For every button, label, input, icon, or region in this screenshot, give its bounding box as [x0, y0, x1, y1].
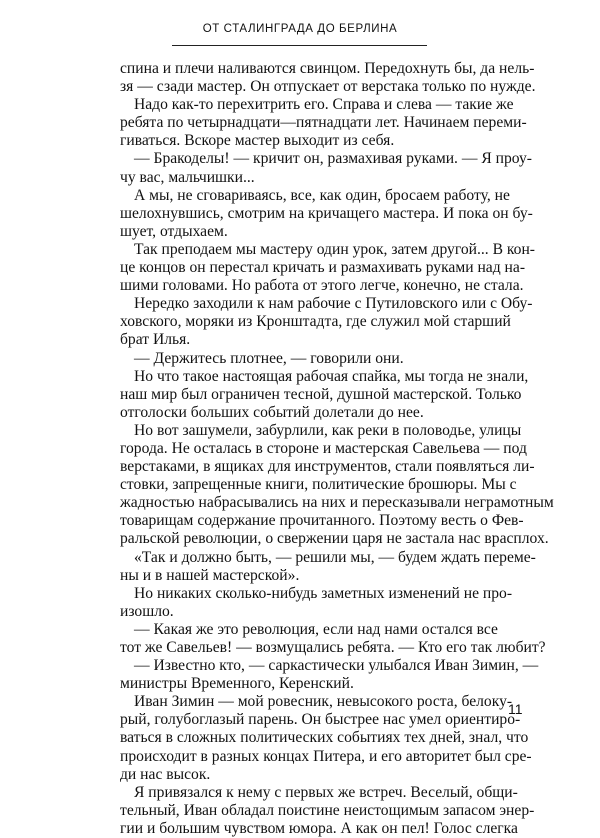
- text-line: — Держитесь плотнее, — говорили они.: [134, 349, 404, 367]
- text-line: брат Илья.: [120, 331, 191, 349]
- text-line: Но вот зашумели, забурлили, как реки в половодье, улицы: [134, 421, 522, 439]
- text-line: спина и плечи наливаются свинцом. Передохнуть бы, да нель-: [120, 60, 535, 77]
- text-line: Но что такое настоящая рабочая спайка, мы тогда не знали,: [134, 367, 529, 385]
- text-line: изошло.: [120, 602, 174, 620]
- text-line: — Известно кто, — саркастически улыбался Иван Зимин, —: [134, 657, 539, 675]
- text-line: А мы, не сговариваясь, все, как один, бросаем работу, не: [134, 186, 510, 204]
- text-line: Но никаких сколько-нибудь заметных изменений не про-: [134, 584, 513, 602]
- text-line: Нередко заходили к нам рабочие с Путиловского или с Обу-: [134, 295, 533, 313]
- text-line: Надо как-то перехитрить его. Справа и слева — такие же: [134, 96, 514, 114]
- text-line: Иван Зимин — мой ровесник, невысокого роста, белоку-: [134, 693, 513, 711]
- text-line: — Бракоделы! — кричит он, размахивая руками. — Я проу-: [134, 150, 532, 168]
- text-line: ральской революции, о свержении царя не застала нас врасплох.: [120, 530, 549, 548]
- header-rule: [172, 45, 427, 46]
- text-line: рый, голубоглазый парень. Он быстрее нас умел ориентиро-: [120, 711, 521, 729]
- text-line: це концов он перестал кричать и размахивать руками над на-: [120, 259, 526, 277]
- text-line: наш мир был ограничен тесной, душной мастерской. Только: [120, 385, 522, 403]
- text-line: тельный, Иван обладал поистине неистощимым запасом энер-: [120, 801, 535, 819]
- text-line: ребята по четырнадцати—пятнадцати лет. Начинаем переми-: [120, 114, 527, 132]
- text-line: верстаками, в ящиках для инструментов, стали появляться ли-: [120, 458, 535, 476]
- text-line: гии и большим чувством юмора. А как он пел! Голос слегка: [120, 819, 518, 837]
- text-line: ваться в сложных политических событиях тех дней, знал, что: [120, 729, 529, 747]
- text-line: шует, отдыхаем.: [120, 222, 228, 240]
- text-line: Так преподаем мы мастеру один урок, затем другой... В кон-: [134, 240, 535, 258]
- text-line: гиваться. Вскоре мастер выходит из себя.: [120, 132, 395, 150]
- text-line: города. Не осталась в стороне и мастерская Савельева — под: [120, 439, 527, 457]
- running-header: ОТ СТАЛИНГРАДА ДО БЕРЛИНА: [202, 23, 398, 35]
- text-line: Я привязался к нему с первых же встреч. Веселый, общи-: [134, 783, 518, 801]
- text-line: происходит в разных концах Питера, и его авторитет был сре-: [120, 747, 532, 765]
- text-line: жадностью набрасывались на них и пересказывали неграмотным: [120, 494, 554, 512]
- text-line: «Так и должно быть, — решили мы, — будем ждать переме-: [134, 548, 536, 566]
- text-line: чу вас, мальчишки...: [120, 168, 255, 186]
- text-line: шелохнувшись, смотрим на кричащего мастера. И пока он бу-: [120, 204, 533, 222]
- text-line: ди нас высок.: [120, 765, 211, 783]
- text-line: — Какая же это революция, если над нами остался все: [134, 620, 498, 638]
- text-line: шими головами. Но работа от этого легче, конечно, не стала.: [120, 277, 524, 295]
- page-number: 11: [508, 701, 523, 717]
- text-line: тот же Савельев! — возмущались ребята. — Кто его так любит?: [120, 639, 546, 656]
- text-line: товарищам содержание прочитанного. Поэтому весть о Фев-: [120, 512, 524, 530]
- text-line: министры Временного, Керенский.: [120, 675, 354, 693]
- text-line: отголоски больших событий долетали до нее.: [120, 403, 424, 421]
- text-line: ны и в нашей мастерской».: [120, 566, 300, 584]
- text-line: зя — сзади мастер. Он отпускает от верстака только по нужде.: [120, 78, 536, 96]
- text-line: ховского, моряки из Кронштадта, где служил мой старший: [120, 313, 511, 331]
- text-line: стовки, запрещенные книги, политические брошюры. Мы с: [120, 476, 517, 494]
